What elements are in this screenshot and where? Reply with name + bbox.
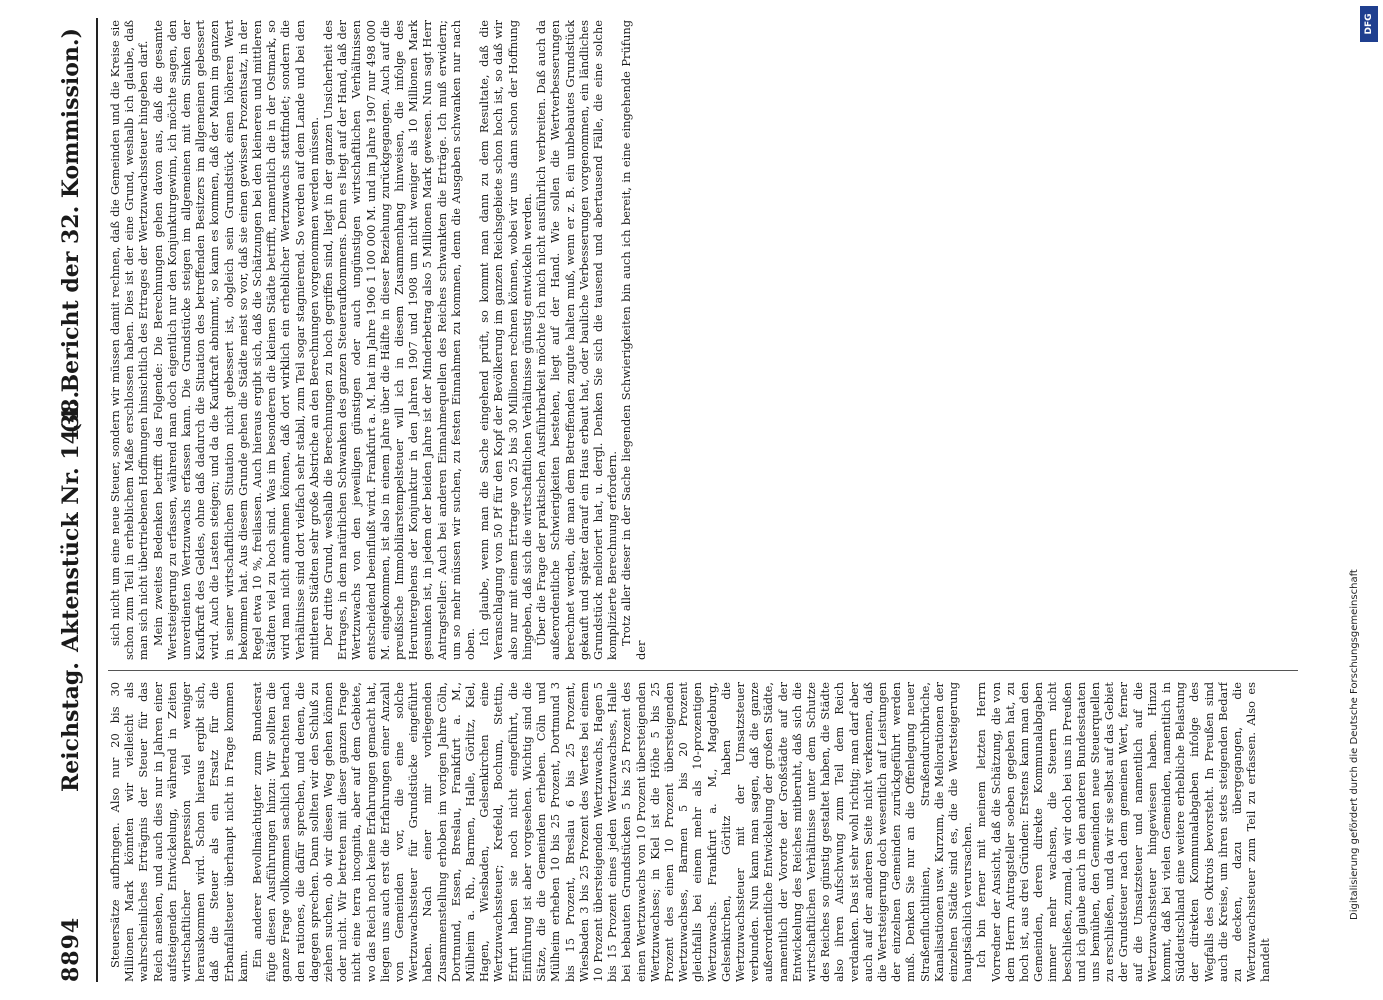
paragraph: Über die Frage der praktischen Ausführbarkeit möchte ich mich nicht ausführlich verbreiten. Daß auch da außerordentliche Schwierigkeiten bestehen, liegt auf der Hand. Wie sollen die Wertverbesserungen berechnet werden, die man dem Betreffenden zugute halten muß, wenn er z. B. ein unbebautes Grundstück gekauft und später darauf ein Haus erbaut hat, oder bauliche Verbesserungen vorgenommen, ein ländliches Grundstück melioriert hat, u. dergl. Denken Sie sich die tausend und abertausend Fälle, die eine solche komplizierte Berechnung erfordern. (534, 20, 620, 660)
paragraph: Ich bin ferner mit meinem letzten Herrn Vorredner der Ansicht, daß die Schätzung, die von dem Herrn Antragsteller soeben gegeben hat, zu hoch ist, aus drei Gründen: Erstens kann man den Gemeinden, deren direkte Kommunalabgaben immer mehr wachsen, die Steuern nicht beschließen, zumal, da wir doch bei uns in Preußen und ich glaube auch in den anderen Bundesstaaten uns bemühen, den Gemeinden neue Steuerquellen zu erschließen, und da wir sie selbst auf das Gebiet der Grundsteuer nach dem gemeinen Wert, ferner auf die Umsatzsteuer und namentlich auf die Wertzuwachssteuer hingewiesen haben. Hinzu kommt, daß bei vielen Gemeinden, namentlich in Süddeutschland eine weitere erhebliche Belastung der direkten Kommunalabgaben infolge des Wegfalls des Oktrois bevorsteht. In Preußen sind auch die Kreise, um ihren stets steigenden Bedarf zu decken, dazu übergegangen, die Wertzuwachssteuer zum Teil zu erfassen. Also es handelt (974, 682, 1273, 982)
header-left-title: Reichstag. (58, 662, 84, 792)
paragraph: Der dritte Grund, weshalb die Berechnungen zu hoch gegriffen sind, liegt in der ganzen Unsicherheit des Ertrages, in dem natürlichen Schwanken des ganzen Steueraufkommens. Denn es liegt auf der Hand, daß der Wertzuwachs von den jeweiligen günstigen oder auch ungünstigen wirtschaftlichen Verhältnissen entscheidend beeinflußt wird. Frankfurt a. M. hat im Jahre 1906 1 100 000 M. und im Jahre 1907 nur 498 000 M. eingekommen, ist also in einem Jahre über die Hälfte in dieser Beziehung zurückgegangen. Auch auf die preußische Immobiliarstempelsteuer will ich in diesem Zusammenhang hinweisen, die infolge des Heruntergehens der Konjunktur in den Jahren 1907 und 1908 um nicht weniger als 10 Millionen Mark gesunken ist, in jedem der beiden Jahre ist der Minderbetrag also 5 Millionen Mark gewesen. Nun sagt Herr Antragsteller: Auch bei anderen Einnahmequellen des Reiches schwankten die Erträge. Ich muß erwidern; um so mehr müssen wir suchen, zu festen Einnahmen zu kommen, denn die Ausgaben schwanken nur nach oben. (321, 20, 478, 660)
column-divider (108, 670, 1298, 671)
page-number: 8894 (58, 916, 84, 982)
text-column-left (108, 682, 1298, 982)
dfg-logo-text: DFG (1364, 13, 1374, 35)
header-document-reference: Aktenstück Nr. 1438. (58, 390, 84, 652)
page-header (52, 18, 92, 982)
paragraph: sich nicht um eine neue Steuer, sondern wir müssen damit rechnen, daß die Gemeinden und die Kreise sie schon zum Teil in erheblichem Maße erschlossen haben. Dies ist der eine Grund, weshalb ich glaube, daß man sich nicht übertriebenen Hoffnungen hinsichtlich des Ertrages der Wertzuwachssteuer hingeben darf. (108, 20, 151, 660)
digitization-note (1349, 0, 1373, 1000)
digitization-note-text: Digitalisierung gefördert durch die Deutsche Forschungsgemeinschaft (1349, 569, 1360, 920)
paragraph: Steuersätze aufbringen. Also nur 20 bis 30 Millionen Mark könnten wir vielleicht als wahrscheinliches Erträgnis der Steuer für das Reich ansehen, und auch dies nur in Jahren einer aufsteigenden Entwickelung, während in Zeiten wirtschaftlicher Depression viel weniger herauskommen wird. Schon hieraus ergibt sich, daß die Steuer als ein Ersatz für die Erbanfallsteuer überhaupt nicht in Frage kommen kann. (108, 682, 250, 982)
text-column-right (108, 20, 1298, 660)
paragraph: Ein anderer Bevollmächtigter zum Bundesrat fügte diesen Ausführungen hinzu: Wir sollten die ganze Frage vollkommen sachlich betrachten nach den rationes, die dafür sprechen, und denen, die dagegen sprechen. Dann sollten wir den Schluß zu ziehen suchen, ob wir diesen Weg gehen können oder nicht. Wir betreten mit dieser ganzen Frage nicht eine terra incognita, aber auf dem Gebiete, wo das Reich noch keine Erfahrungen gemacht hat, liegen uns auch erst die Erfahrungen einer Anzahl von Gemeinden vor, die eine solche Wertzuwachssteuer für Grundstücke eingeführt haben. Nach einer mir vorliegenden Zusammenstellung erhoben im vorigen Jahre Cöln, Dortmund, Essen, Breslau, Frankfurt a. M., Mülheim a. Rh., Barmen, Halle, Görlitz, Kiel, Hagen, Wiesbaden, Gelsenkirchen eine Wertzuwachssteuer; Krefeld, Bochum, Stettin, Erfurt haben sie noch nicht eingeführt, die Einführung ist aber vorgesehen. Wichtig sind die Sätze, die die Gemeinden erheben. Cöln und Mülheim erheben 10 bis 25 Prozent, Dortmund 3 bis 15 Prozent, Breslau 6 bis 25 Prozent, Wiesbaden 3 bis 25 Prozent des Wertes bei einem 10 Prozent übersteigenden Wertzuwachs, Hagen 5 bis 15 Prozent eines jeden Wertzuwachses, Halle bei bebauten Grundstücken 5 bis 25 Prozent des einen Wertzuwachs von 10 Prozent übersteigenden Wertzuwachses; in Kiel ist die Höhe 5 bis 25 Prozent des einen 10 Prozent übersteigenden Wertzuwachses, Barmen 5 bis 20 Prozent gleichfalls bei einem mehr als 10-prozentigen Wertzuwachs. Frankfurt a. M., Magdeburg, Gelsenkirchen, Görlitz haben die Wertzuwachssteuer mit der Umsatzsteuer verbunden. Nun kann man sagen, daß die ganze außerordentliche Entwickelung der großen Städte, namentlich der Vororte der Großstädte auf der Entwickelung des Reiches mitberuht, daß sich die wirtschaftlichen Verhältnisse unter dem Schutze des Reiches so günstig gestaltet haben, die Städte also ihren Aufschwung zum Teil dem Reich verdanken. Das ist sehr wohl richtig; man darf aber auch auf der anderen Seite nicht verkennen, daß die Wertsteigerung doch wesentlich auf Leistungen der einzelnen Gemeinden zurückgeführt werden muß. Denken Sie nur an die Offenlegung neuer Straßenfluchtlinien, Straßendurchbrüche, Kanalisationen usw. Kurzum, die Meliorationen der einzelnen Städte sind es, die die Wertsteigerung hauptsächlich verursachen. (250, 682, 975, 982)
header-right-title: (4. Bericht der 32. Kommission.) (58, 28, 84, 434)
paragraph: Mein zweites Bedenken betrifft das Folgende: Die Berechnungen gehen davon aus, daß die gesamte Wertsteigerung zu erfassen, während man doch eigentlich nur den Konjunkturgewinn, ich möchte sagen, den unverdienten Wertzuwachs erfassen kann. Die Grundstücke steigen im allgemeinen mit dem Sinken der Kaufkraft des Geldes, ohne daß dadurch die Situation des betreffenden Besitzers im allgemeinen gebessert wird. Auch die Lasten steigen; und da die Kaufkraft abnimmt, so kann es kommen, daß der Mann im ganzen in seiner wirtschaftlichen Situation nicht gebessert ist, obgleich sein Grundstück einen höheren Wert bekommen hat. Aus diesem Grunde gehen die Städte meist so vor, daß sie einen gewissen Prozentsatz, in der Regel etwa 10 %, freilassen. Auch hieraus ergibt sich, daß die Schätzungen bei den kleineren und mittleren Städten viel zu hoch sind. Was im besonderen die kleinen Städte betrifft, namentlich die in der Ostmark, so wird man nicht annehmen können, daß dort wirklich ein erheblicher Wertzuwachs stattfindet; sondern die Verhältnisse sind dort vielfach sehr stabil, zum Teil sogar stagnierend. So werden auf dem Lande und bei den mittleren Städten sehr große Abstriche an den Berechnungen vorgenommen werden müssen. (150, 20, 321, 660)
paragraph: Trotz aller dieser in der Sache liegenden Schwierigkeiten bin auch ich bereit, in eine eingehende Prüfung der (619, 20, 648, 660)
paragraph: Ich glaube, wenn man die Sache eingehend prüft, so kommt man dann zu dem Resultate, daß die Veranschlagung von 50 Pf für den Kopf der Bevölkerung im ganzen Reichsgebiete schon hoch ist, so daß wir also nur mit einem Ertrage von 25 bis 30 Millionen rechnen können, wobei wir uns dann schon der Hoffnung hingeben, daß sich die wirtschaftlichen Verhältnisse günstig entwickeln werden. (477, 20, 534, 660)
dfg-logo (1360, 6, 1378, 42)
header-rule (96, 18, 98, 982)
